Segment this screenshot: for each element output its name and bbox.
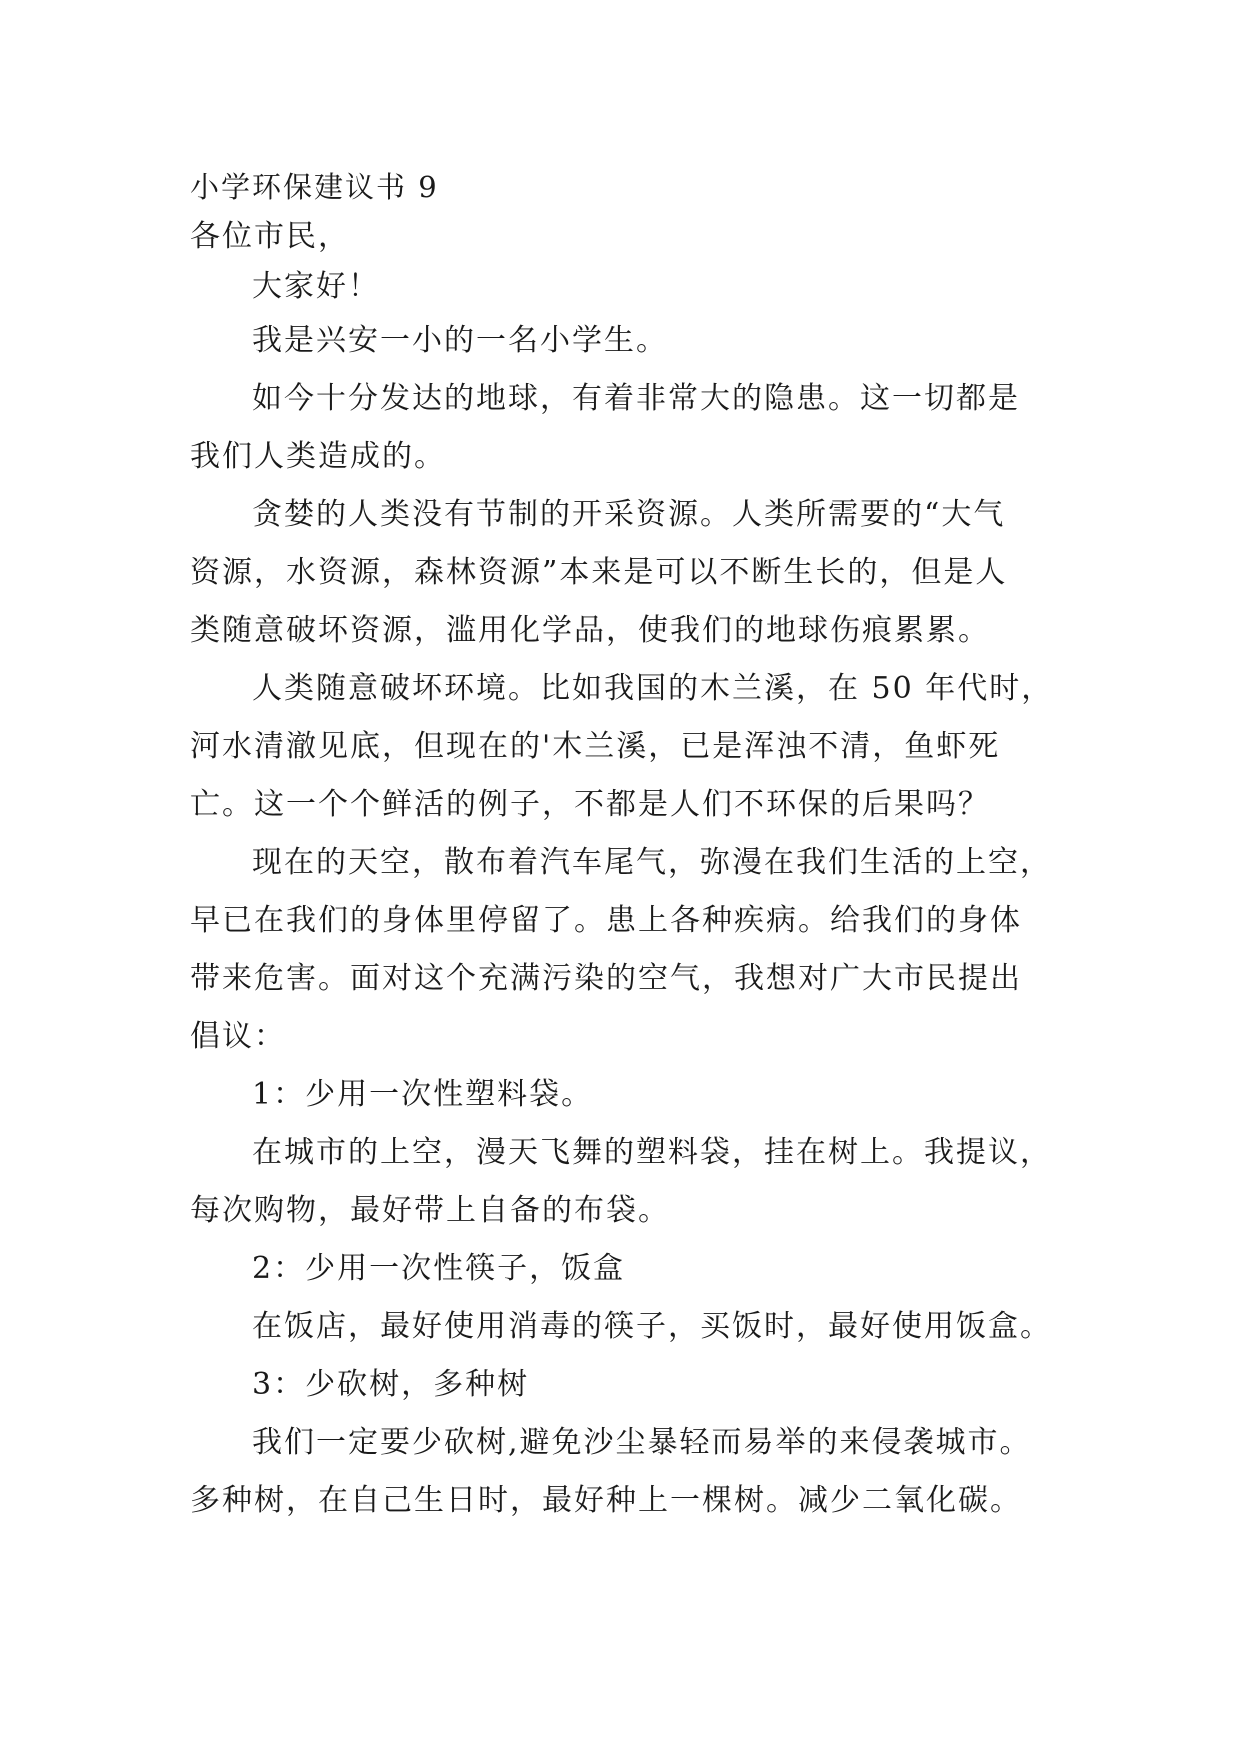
paragraph-line: 每次购物，最好带上自备的布袋。 — [190, 1193, 670, 1228]
list-item-heading: 2：少用一次性筷子，饭盒 — [252, 1251, 626, 1286]
paragraph-line: 我们一定要少砍树,避免沙尘暴轻而易举的来侵袭城市。 — [252, 1425, 1032, 1460]
paragraph-line: 我是兴安一小的一名小学生。 — [252, 323, 668, 358]
paragraph-line: 大家好！ — [252, 269, 380, 304]
paragraph-line: 贪婪的人类没有节制的开采资源。人类所需要的“大气 — [252, 497, 1006, 532]
list-item-heading: 3：少砍树，多种树 — [252, 1367, 530, 1402]
paragraph-line: 类随意破坏资源，滥用化学品，使我们的地球伤痕累累。 — [190, 613, 990, 648]
paragraph-line: 在饭店，最好使用消毒的筷子，买饭时，最好使用饭盒。 — [252, 1309, 1052, 1344]
paragraph-line: 早已在我们的身体里停留了。患上各种疾病。给我们的身体 — [190, 903, 1022, 938]
salutation: 各位市民， — [190, 219, 350, 254]
paragraph-line: 多种树，在自己生日时，最好种上一棵树。减少二氧化碳。 — [190, 1483, 1022, 1518]
paragraph-line: 现在的天空，散布着汽车尾气，弥漫在我们生活的上空， — [252, 845, 1052, 880]
document-title: 小学环保建议书 9 — [190, 170, 439, 204]
paragraph-line: 倡议： — [190, 1019, 286, 1054]
paragraph-line: 资源，水资源，森林资源”本来是可以不断生长的，但是人 — [190, 555, 1008, 590]
paragraph-line: 亡。这一个个鲜活的例子，不都是人们不环保的后果吗？ — [190, 787, 990, 822]
paragraph-line: 人类随意破坏环境。比如我国的木兰溪，在 50 年代时， — [252, 671, 1054, 706]
paragraph-line: 带来危害。面对这个充满污染的空气，我想对广大市民提出 — [190, 961, 1022, 996]
paragraph-line: 如今十分发达的地球，有着非常大的隐患。这一切都是 — [252, 381, 1020, 416]
paragraph-line: 在城市的上空，漫天飞舞的塑料袋，挂在树上。我提议， — [252, 1135, 1052, 1170]
document-body — [190, 162, 1070, 1530]
list-item-heading: 1：少用一次性塑料袋。 — [252, 1077, 594, 1112]
paragraph-line: 河水清澈见底，但现在的'木兰溪，已是浑浊不清，鱼虾死 — [190, 729, 1001, 764]
paragraph-line: 我们人类造成的。 — [190, 439, 446, 474]
